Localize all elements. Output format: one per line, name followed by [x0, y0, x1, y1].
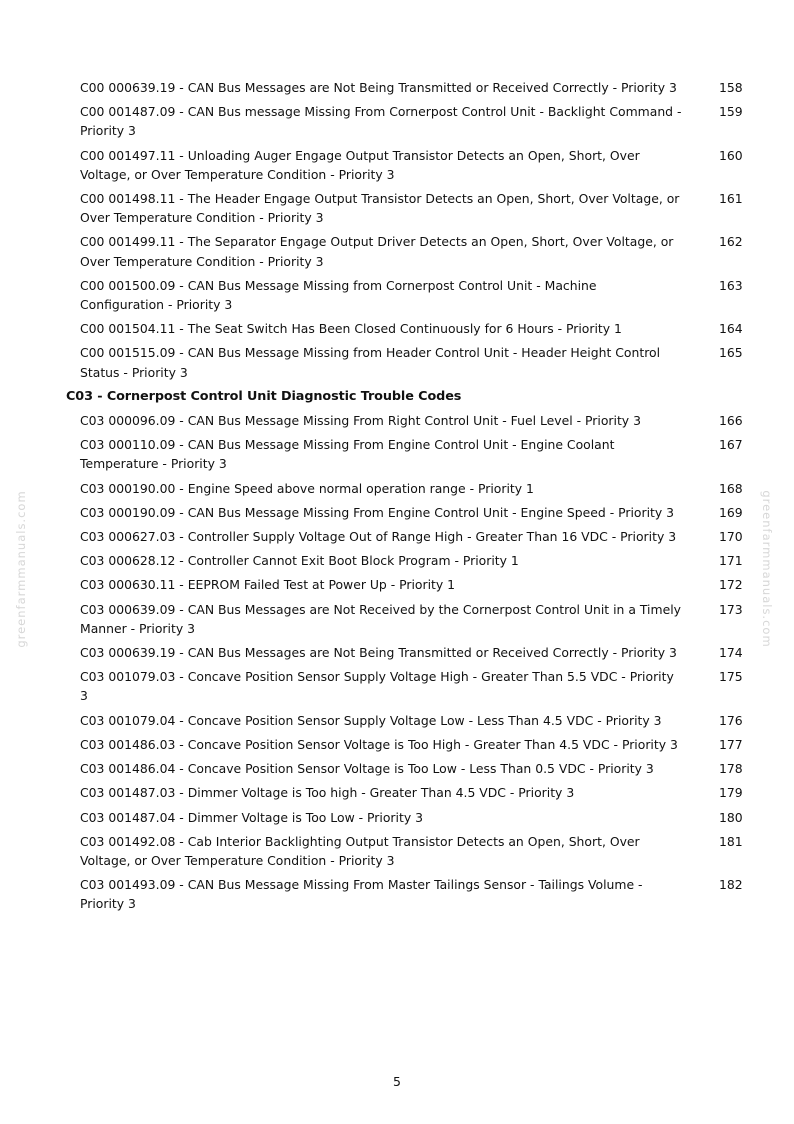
toc-entry-page: 164: [719, 321, 743, 337]
toc-entry[interactable]: [0, 527, 794, 546]
toc-entry-page: 173: [719, 601, 743, 617]
toc-entry[interactable]: [0, 551, 794, 570]
watermark-right: greenfarmmanuals.com: [760, 490, 774, 648]
toc-entry-page: 179: [719, 785, 743, 801]
toc-entry-title: C03 001079.03 - Concave Position Sensor Supply Voltage High - Greater Than 5.5 VDC - Priority 3: [80, 669, 674, 704]
toc-entry-page: 171: [719, 553, 743, 569]
toc-entry-title: C03 001487.03 - Dimmer Voltage is Too high - Greater Than 4.5 VDC - Priority 3: [80, 785, 575, 801]
toc-entry[interactable]: [0, 232, 794, 270]
toc-entry-title: C00 001504.11 - The Seat Switch Has Been Closed Continuously for 6 Hours - Priority 1: [80, 321, 622, 337]
toc-entry-title: C03 000190.00 - Engine Speed above normal operation range - Priority 1: [80, 480, 534, 496]
toc-entry[interactable]: [0, 276, 794, 314]
toc-entry-page: 175: [719, 669, 743, 685]
toc-entry[interactable]: [0, 78, 794, 97]
toc-entry-title: C00 001497.11 - Unloading Auger Engage Output Transistor Detects an Open, Short, Over Voltage, or Over Temperature Condition - Priority 3: [80, 147, 640, 182]
toc-entry-page: 176: [719, 712, 743, 728]
toc-entry-page: 180: [719, 809, 743, 825]
toc-entry-title: C03 001079.04 - Concave Position Sensor Supply Voltage Low - Less Than 4.5 VDC - Priority 3: [80, 712, 662, 728]
toc-entry[interactable]: [0, 102, 794, 140]
toc-entry-title: C03 001486.04 - Concave Position Sensor Voltage is Too Low - Less Than 0.5 VDC - Priority 3: [80, 761, 654, 777]
toc-entry-page: 163: [719, 277, 743, 293]
toc-entry-title: C00 001515.09 - CAN Bus Message Missing from Header Control Unit - Header Height Control Status - Priority 3: [80, 345, 661, 380]
toc-entry[interactable]: [0, 759, 794, 778]
toc-entry-title: C03 001492.08 - Cab Interior Backlighting Output Transistor Detects an Open, Short, Over Voltage, or Over Temperature Condition - Priority 3: [80, 833, 640, 868]
toc-entry[interactable]: [0, 319, 794, 338]
toc-entry-title: C03 001487.04 - Dimmer Voltage is Too Low - Priority 3: [80, 809, 423, 825]
toc-entry-title: C03 000110.09 - CAN Bus Message Missing From Engine Control Unit - Engine Coolant Temperature - Priority 3: [80, 437, 615, 472]
toc-entry-title: C03 000630.11 - EEPROM Failed Test at Power Up - Priority 1: [80, 577, 456, 593]
toc-entry[interactable]: [0, 479, 794, 498]
toc-entry-title: C00 001498.11 - The Header Engage Output Transistor Detects an Open, Short, Over Voltage, or Over Temperature Condition - Priority 3: [80, 191, 680, 226]
toc-entry-page: 167: [719, 437, 743, 453]
toc-entry-title: C03 000639.19 - CAN Bus Messages are Not Being Transmitted or Received Correctly - Priority 3: [80, 645, 677, 661]
toc-entry-page: 162: [719, 234, 743, 250]
toc-entry-page: 160: [719, 147, 743, 163]
toc-entry-page: 177: [719, 736, 743, 752]
toc-entry-page: 172: [719, 577, 743, 593]
toc-entry-title: C03 000639.09 - CAN Bus Messages are Not Received by the Cornerpost Control Unit in a Timely Manner - Priority 3: [80, 601, 681, 636]
toc-entry-title: C00 000639.19 - CAN Bus Messages are Not Being Transmitted or Received Correctly - Priority 3: [80, 80, 677, 95]
toc-entry[interactable]: [0, 735, 794, 754]
toc-entry-page: 159: [719, 104, 743, 120]
toc-entry[interactable]: [0, 411, 794, 430]
toc-entry-title: C03 000628.12 - Controller Cannot Exit Boot Block Program - Priority 1: [80, 553, 519, 569]
toc-entry[interactable]: [0, 875, 794, 913]
toc-entry-title: C03 001493.09 - CAN Bus Message Missing From Master Tailings Sensor - Tailings Volume - Priority 3: [80, 877, 643, 912]
toc-entry-page: 161: [719, 191, 743, 207]
table-of-contents: [0, 78, 794, 919]
toc-entry[interactable]: [0, 808, 794, 827]
toc-entry-title: C03 000096.09 - CAN Bus Message Missing From Right Control Unit - Fuel Level - Priority 3: [80, 413, 641, 429]
toc-entry-title: C03 001486.03 - Concave Position Sensor Voltage is Too High - Greater Than 4.5 VDC - Priority 3: [80, 736, 678, 752]
toc-entry-page: 168: [719, 480, 743, 496]
toc-entry[interactable]: [0, 600, 794, 638]
toc-entry[interactable]: [0, 643, 794, 662]
toc-entry[interactable]: [0, 832, 794, 870]
toc-entry-page: 158: [719, 80, 743, 95]
toc-entry[interactable]: [0, 343, 794, 381]
toc-entry-title: C00 001487.09 - CAN Bus message Missing From Cornerpost Control Unit - Backlight Command - Priority 3: [80, 104, 682, 139]
toc-entry[interactable]: [0, 146, 794, 184]
toc-entry-page: 174: [719, 645, 743, 661]
watermark-left: greenfarmmanuals.com: [14, 490, 28, 648]
toc-entry-title: C00 001500.09 - CAN Bus Message Missing from Cornerpost Control Unit - Machine Configuration - Priority 3: [80, 277, 597, 313]
toc-entry[interactable]: [0, 783, 794, 802]
toc-section-heading[interactable]: C03 - Cornerpost Control Unit Diagnostic Trouble Codes: [66, 388, 462, 404]
page-number: 5: [393, 1074, 401, 1089]
toc-entry[interactable]: [0, 667, 794, 705]
toc-entry-page: 169: [719, 504, 743, 520]
toc-entry-page: 178: [719, 761, 743, 777]
toc-entry-page: 165: [719, 345, 743, 361]
toc-entry[interactable]: [0, 189, 794, 227]
toc-entry[interactable]: [0, 711, 794, 730]
toc-entry[interactable]: [0, 503, 794, 522]
toc-entry-title: C00 001499.11 - The Separator Engage Output Driver Detects an Open, Short, Over Voltage, or Over Temperature Condition - Priority 3: [80, 234, 674, 269]
toc-entry-title: C03 000190.09 - CAN Bus Message Missing From Engine Control Unit - Engine Speed - Priority 3: [80, 504, 675, 520]
toc-entry[interactable]: [0, 435, 794, 473]
toc-entry-title: C03 000627.03 - Controller Supply Voltage Out of Range High - Greater Than 16 VDC - Priority 3: [80, 529, 677, 545]
toc-entry-page: 181: [719, 833, 743, 849]
toc-entry[interactable]: [0, 575, 794, 594]
toc-entry-page: 182: [719, 877, 743, 893]
toc-entry-page: 170: [719, 529, 743, 545]
toc-entry-page: 166: [719, 413, 743, 429]
